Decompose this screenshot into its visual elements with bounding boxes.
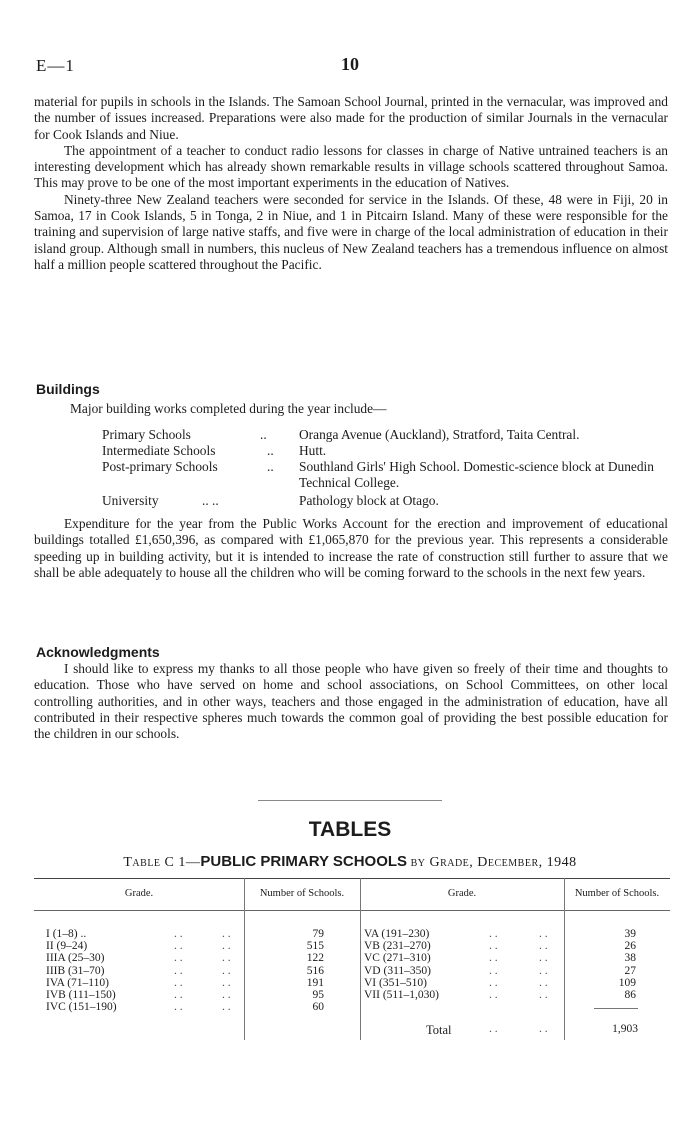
grade-cell: VB (231–270) (364, 940, 431, 953)
table-top-rule (34, 878, 670, 879)
intro-section (34, 94, 668, 273)
table-number: Table C 1— (123, 855, 201, 870)
tables-title: TABLES (308, 818, 392, 841)
grade-cell: IVB (111–150) (46, 989, 116, 1002)
building-works: Southland Girls' High School. Domestic-science block at Dunedin Technical College. (299, 459, 654, 491)
leader-dots: . . (539, 1023, 548, 1035)
number-cell: 516 (306, 964, 324, 977)
header-number-left: Number of Schools. (259, 888, 345, 899)
column-divider (244, 878, 245, 1040)
buildings-heading: Buildings (36, 381, 100, 397)
building-category: University .. .. (102, 493, 219, 508)
grade-cell: IIIB (31–70) (46, 964, 105, 977)
building-works: Pathology block at Otago. (299, 493, 439, 508)
number-cell: 79 (312, 928, 324, 940)
building-category: Post-primary Schools .. (102, 459, 274, 474)
header-grade-right: Grade. (447, 888, 477, 899)
total-rule (594, 1008, 638, 1009)
right-number-column (594, 928, 636, 1001)
table-caption (0, 853, 700, 871)
grade-cell: VD (311–350) (364, 964, 431, 977)
header-grade-left: Grade. (124, 888, 154, 899)
right-grade-column (364, 928, 439, 1001)
number-cell: 109 (618, 976, 636, 989)
building-works: Hutt. (299, 443, 327, 458)
table-subtitle: by Grade, December, 1948 (410, 855, 577, 870)
buildings-intro: Major building works completed during the year include— (70, 401, 387, 416)
header-number-right: Number of Schools. (574, 888, 660, 899)
document-code: E—1 (36, 56, 75, 75)
acknowledgments-heading: Acknowledgments (36, 644, 160, 660)
number-cell: 191 (306, 976, 324, 989)
leader-dots: . . . . . . . . . . . . . . (222, 928, 231, 1014)
grade-cell: VA (191–230) (364, 928, 430, 940)
left-number-column (274, 928, 324, 1013)
grade-cell: VII (511–1,030) (364, 989, 439, 1002)
page-header (36, 56, 664, 78)
leader-dots: . . . . . . . . . . . . (539, 928, 548, 1002)
building-works: Oranga Avenue (Auckland), Stratford, Taita Central. (299, 427, 580, 442)
building-category: Intermediate Schools .. (102, 443, 274, 458)
paragraph-journals: material for pupils in schools in the Islands. The Samoan School Journal, printed in the vernacular, was improved and the number of issues increased. Preparations were also made for the production of similar Journals in the vernacular for Cook Islands and Niue. (34, 94, 668, 142)
leader-dots: . . . . . . . . . . . . (489, 928, 498, 1002)
table-title: PUBLIC PRIMARY SCHOOLS (200, 853, 408, 870)
total-value: 1,903 (612, 1023, 638, 1035)
number-cell: 122 (306, 952, 324, 965)
number-cell: 39 (624, 928, 636, 940)
leader-dots: . . . . . . . . . . . . . . (174, 928, 183, 1014)
paragraph-seconded-teachers: Ninety-three New Zealand teachers were seconded for service in the Islands. Of these, 48 were in Fiji, 20 in Samoa, 17 in Cook Islands, 5 in Tonga, 2 in Niue, and 1 in Pitcairn Island. Many of these were responsible for the training and supervision of large native staffs, and five were in charge of the local administration of education in their island group. Although small in numbers, this nucleus of New Zealand teachers has a tremendous influence on almost half a million people scattered throughout the Pacific. (34, 191, 668, 272)
grade-cell: II (9–24) (46, 940, 88, 953)
column-divider (564, 878, 565, 1040)
table-header-rule (34, 910, 670, 911)
number-cell: 95 (312, 989, 324, 1002)
building-category: Primary Schools .. (102, 427, 267, 442)
grade-cell: VI (351–510) (364, 976, 427, 989)
left-grade-column (46, 928, 117, 1013)
grade-cell: IVC (151–190) (46, 1001, 117, 1014)
leader-dots: . . (489, 1023, 498, 1035)
grade-cell: I (1–8) .. (46, 928, 87, 940)
number-cell: 86 (624, 989, 636, 1002)
schools-by-grade-table (34, 878, 670, 1040)
acknowledgments-text: I should like to express my thanks to all those people who have given so freely of their time and thoughts to education. Those who have served on home and school associations, on School Committees, on other local controlling authorities, and in other ways, teachers and those engaged in the administration of education, have all contributed in their respective spheres much towards the common goal of providing the best possible education for the children in our schools. (34, 661, 668, 742)
number-cell: 60 (312, 1001, 324, 1014)
column-divider (360, 878, 361, 1040)
page-number: 10 (341, 54, 359, 74)
paragraph-radio-lessons: The appointment of a teacher to conduct radio lessons for classes in charge of Native untrained teachers is an interesting development which has already shown remarkable results in village schools scattered throughout Samoa. This may prove to be one of the most important experiments in the education of Natives. (34, 142, 668, 191)
section-divider (258, 800, 442, 801)
number-cell: 27 (624, 964, 636, 977)
number-cell: 515 (306, 940, 324, 953)
acknowledgments-paragraph (34, 661, 668, 742)
number-cell: 26 (624, 940, 636, 953)
expenditure-text: Expenditure for the year from the Public Works Account for the erection and improvement of educational buildings totalled £1,650,396, as compared with £1,065,870 for the previous year. This represents a considerable speeding up in building activity, but it is intended to increase the rate of construction still further to assure that we shall be able adequately to house all the children who will be coming forward to the schools in the next few years. (34, 516, 668, 580)
grade-cell: VC (271–310) (364, 952, 431, 965)
number-cell: 38 (624, 952, 636, 965)
grade-cell: IVA (71–110) (46, 976, 109, 989)
total-label: Total (426, 1023, 452, 1037)
buildings-expenditure-paragraph (34, 516, 668, 581)
grade-cell: IIIA (25–30) (46, 952, 105, 965)
